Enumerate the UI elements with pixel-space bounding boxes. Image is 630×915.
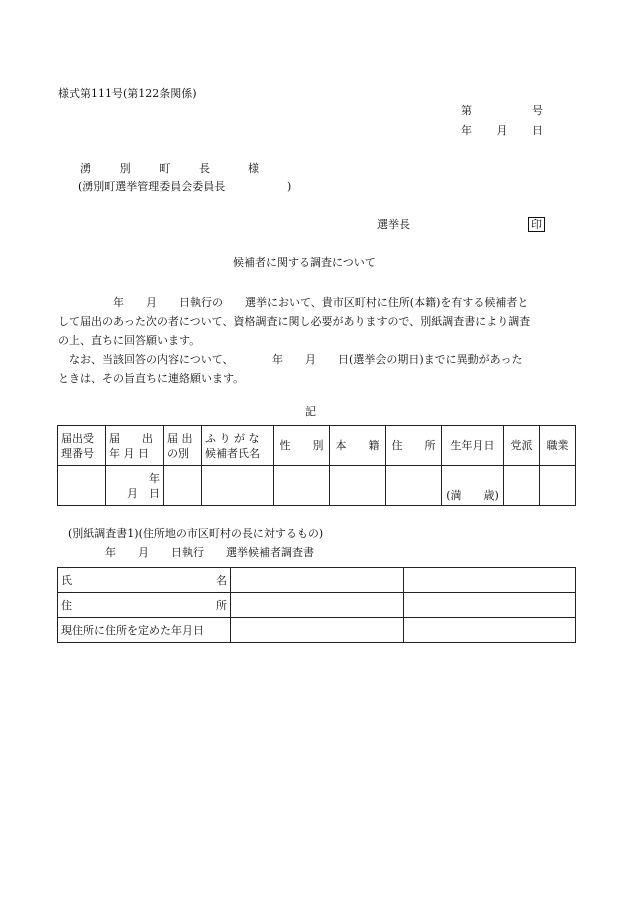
- document-date: [461, 124, 543, 138]
- table-cell: [504, 466, 540, 506]
- survey-table: [57, 567, 576, 643]
- sender-title: 選挙長: [377, 218, 410, 231]
- header-cell: [164, 426, 202, 466]
- seal-mark: [528, 217, 545, 232]
- table-cell: 現住所に住所を定めた年月日: [58, 618, 231, 643]
- document-number: [461, 104, 543, 118]
- row-month-day-label: 月 日: [127, 486, 160, 500]
- addressee-title: [80, 162, 210, 176]
- table-cell: [442, 466, 504, 506]
- row-label-part: 住: [61, 598, 72, 612]
- table-cell: [164, 466, 202, 506]
- addressee-char: 長: [198, 162, 210, 175]
- annex-subtitle: 年 月 日執行 選挙候補者調査書: [105, 546, 314, 559]
- header-cell: 党派: [504, 426, 540, 466]
- document-number-suffix: 号: [532, 104, 543, 117]
- date-day: 日: [532, 124, 543, 137]
- table-cell: [58, 568, 231, 593]
- header-line: の別: [167, 446, 189, 460]
- header-cell: 職業: [540, 426, 576, 466]
- header-line: 理番号: [61, 446, 94, 460]
- table-row: [58, 466, 576, 506]
- seal-icon: 印: [528, 217, 545, 232]
- document-number-prefix: 第: [461, 104, 472, 117]
- header-line: 届 出: [109, 431, 153, 445]
- header-cell: [58, 426, 106, 466]
- row-label-part: 氏: [61, 573, 72, 587]
- table-cell: [274, 466, 330, 506]
- document-subject: 候補者に関する調査について: [233, 256, 376, 269]
- header-line: 届出受: [61, 431, 94, 445]
- body-line: なお、当該回答の内容について、 年 月 日(選挙会の期日)までに異動があった: [58, 353, 523, 366]
- form-number: 様式第111号(第122条関係): [58, 87, 197, 100]
- table-cell: [404, 618, 576, 643]
- ki-heading: 記: [305, 405, 316, 418]
- table-header-row: [58, 426, 576, 466]
- addressee-char: 別: [119, 162, 131, 175]
- table-cell: [404, 593, 576, 618]
- table-cell: [106, 466, 164, 506]
- table-row: [58, 618, 576, 643]
- header-line: ふ り が な: [205, 431, 260, 445]
- table-cell: [58, 466, 106, 506]
- addressee-alternative-close: ): [287, 180, 292, 193]
- header-cell: [202, 426, 274, 466]
- header-cell: 生年月日: [442, 426, 504, 466]
- addressee-alternative: (湧別町選挙管理委員会委員長: [78, 180, 226, 193]
- candidate-table: [57, 425, 576, 506]
- annex-title: (別紙調査書1)(住所地の市区町村の長に対するもの): [68, 527, 324, 540]
- addressee-char: 町: [159, 162, 171, 175]
- header-cell: [106, 426, 164, 466]
- header-line: 候補者氏名: [205, 446, 260, 460]
- row-label: [61, 573, 227, 588]
- body-line: して届出のあった次の者について、資格調査に関し必要がありますので、別紙調査書により調査: [58, 315, 531, 328]
- row-label-part: 所: [216, 598, 227, 612]
- table-row: [58, 593, 576, 618]
- table-cell: [202, 466, 274, 506]
- table-cell: [540, 466, 576, 506]
- date-month: 月: [496, 124, 508, 137]
- date-year: 年: [461, 124, 472, 137]
- body-text: [58, 293, 530, 388]
- table-cell: [330, 466, 386, 506]
- table-row: [58, 568, 576, 593]
- header-line: 届 出: [167, 431, 193, 445]
- table-cell: [58, 593, 231, 618]
- row-label-part: 名: [216, 573, 227, 587]
- table-cell: [231, 618, 404, 643]
- table-cell: [404, 568, 576, 593]
- header-cell: 住 所: [386, 426, 442, 466]
- age-label: (満 歳): [446, 489, 499, 502]
- addressee-char: 湧: [80, 162, 91, 175]
- table-cell: [386, 466, 442, 506]
- header-cell: 性 別: [274, 426, 330, 466]
- table-cell: [231, 568, 404, 593]
- body-line: 年 月 日執行の 選挙において、貴市区町村に住所(本籍)を有する候補者と: [58, 296, 529, 309]
- body-line: ときは、その旨直ちに連絡願います。: [58, 372, 245, 385]
- row-year-label: 年: [149, 471, 160, 485]
- row-label: [61, 598, 227, 613]
- addressee-honorific: 様: [248, 162, 259, 175]
- header-line: 年 月 日: [109, 446, 149, 460]
- body-line: の上、直ちに回答願います。: [58, 334, 201, 347]
- header-cell: 本 籍: [330, 426, 386, 466]
- table-cell: [231, 593, 404, 618]
